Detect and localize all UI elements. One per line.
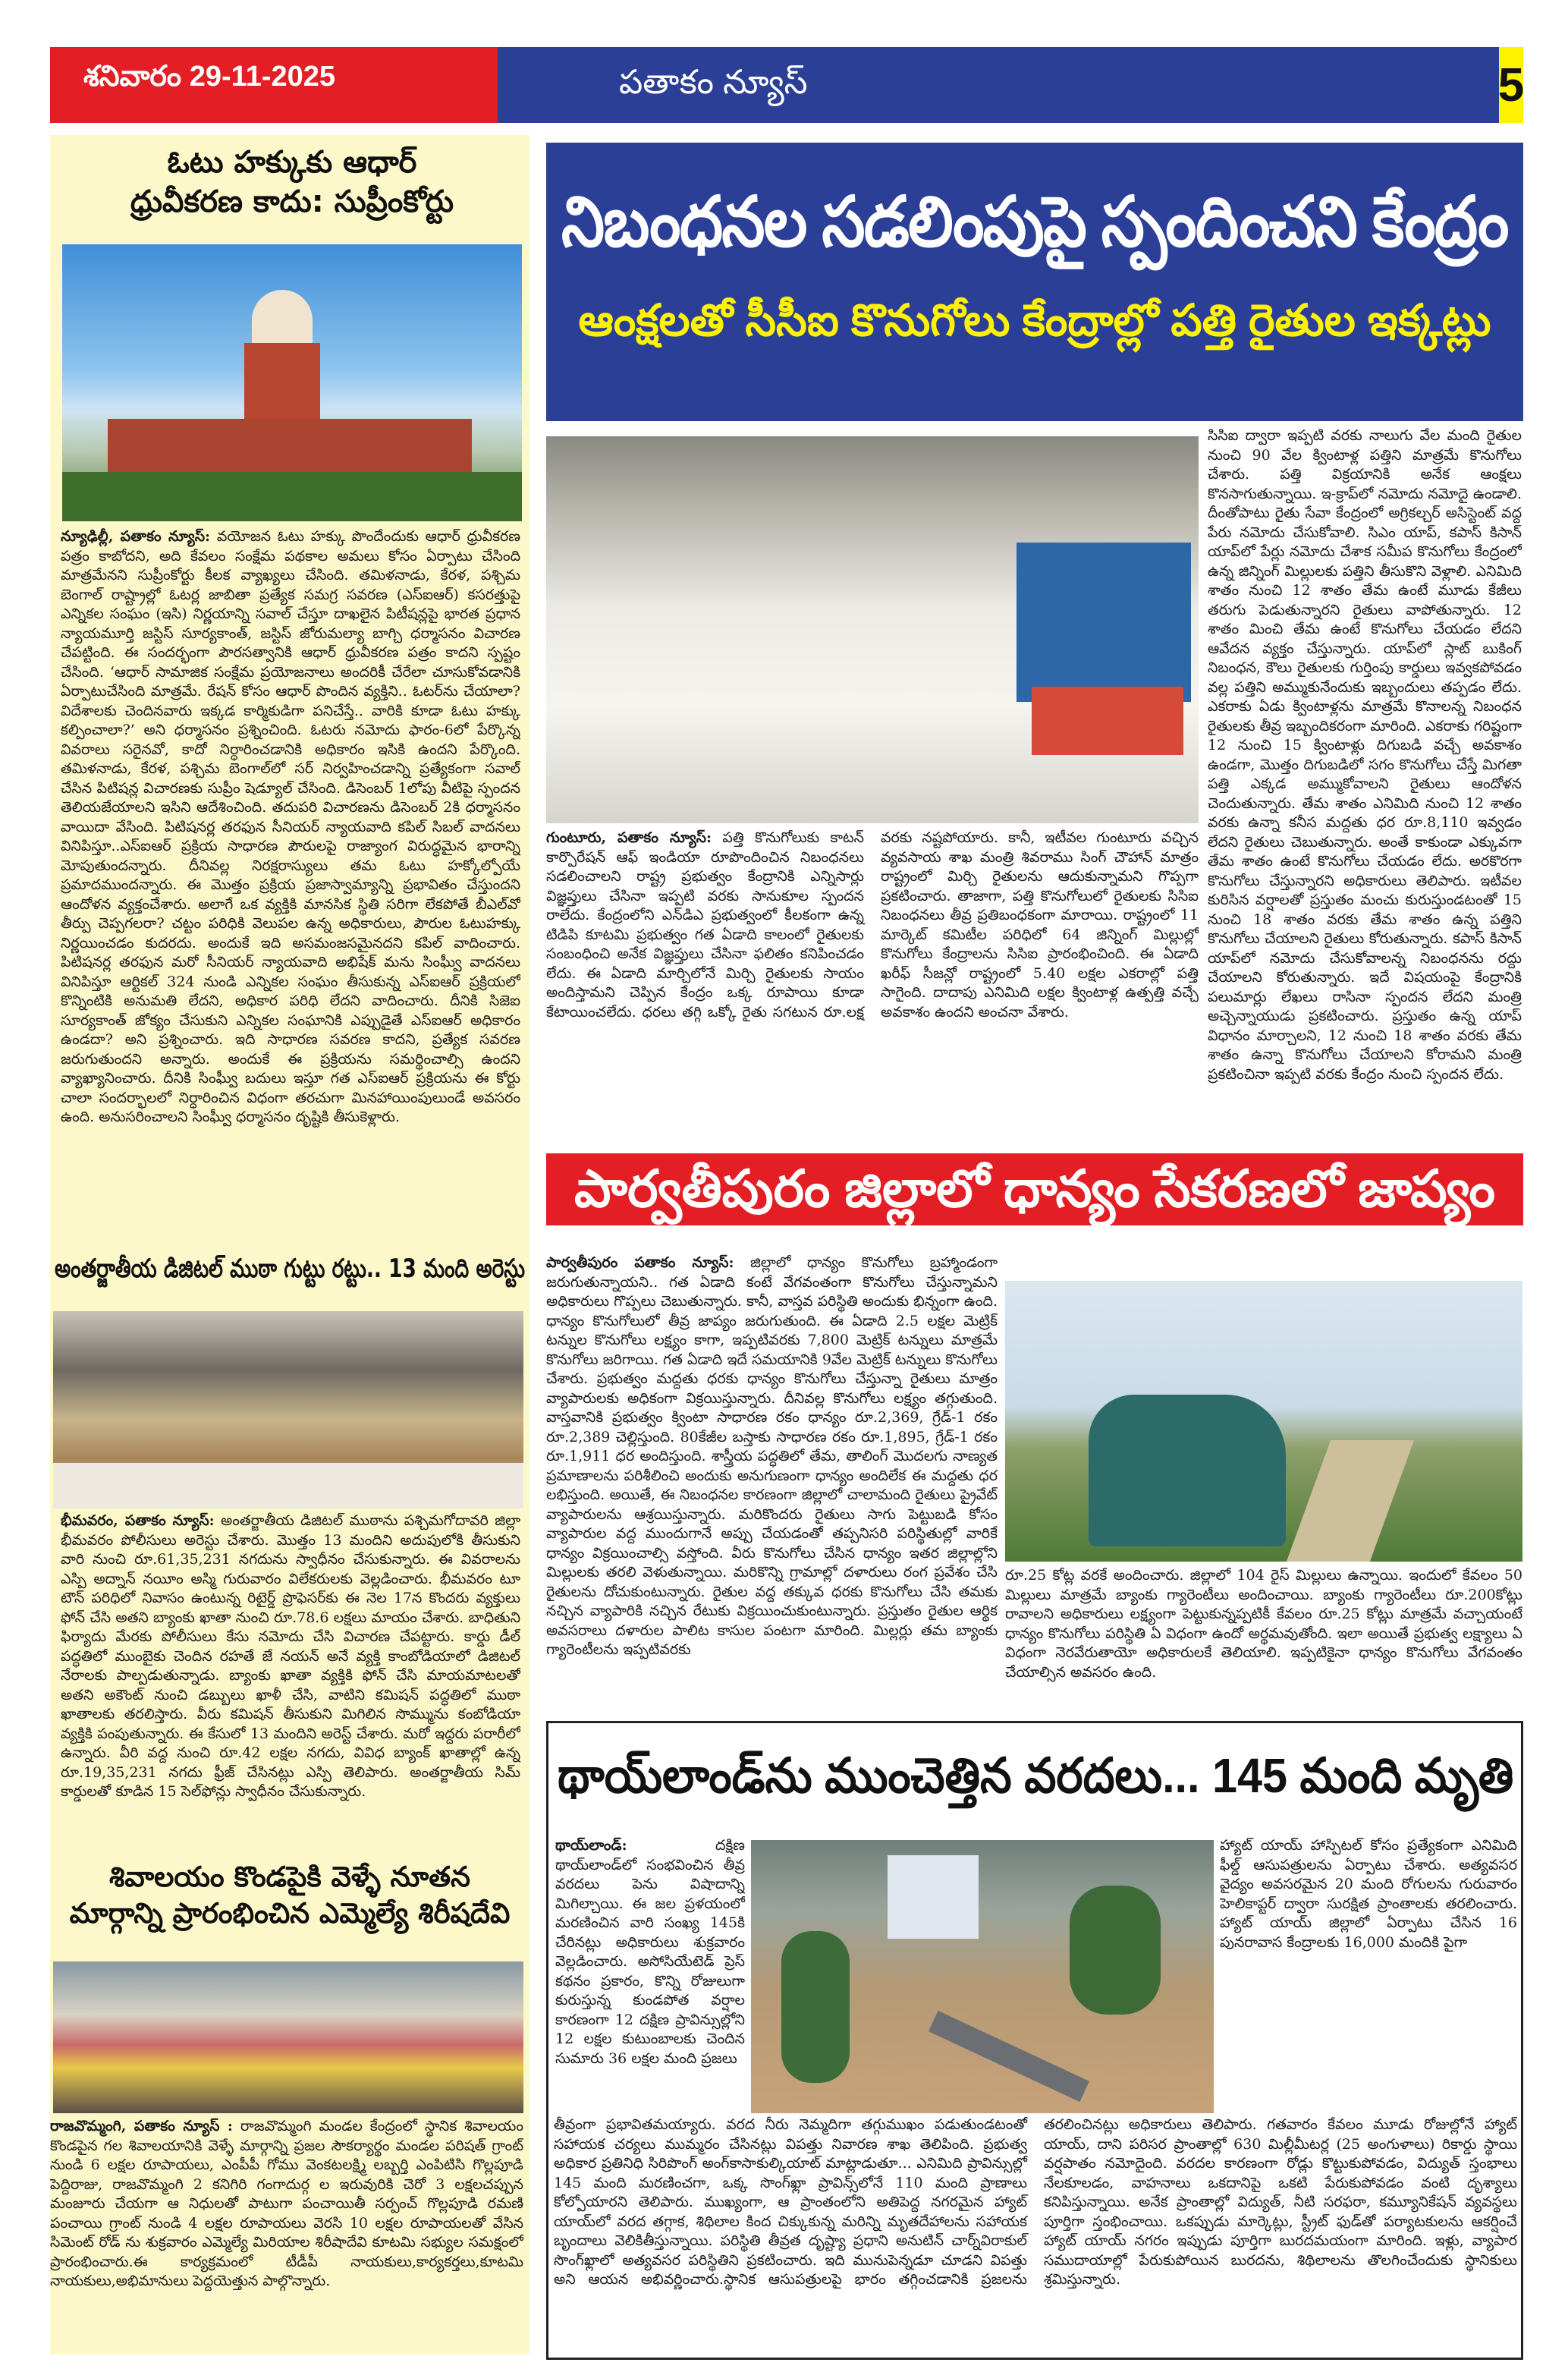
- paddy-headline-banner: [546, 1153, 1523, 1225]
- road-dateline: రాజవొమ్మంగి, పతాకం న్యూస్ :: [50, 2118, 233, 2134]
- lead-article-body: [546, 829, 1199, 1140]
- page-number: 5: [1499, 47, 1523, 123]
- road-headline-line1: శివాలయం కొండపైకి వెళ్ళే నూతన: [108, 1861, 471, 1893]
- sc-dateline: న్యూఢిల్లీ, పతాకం న్యూస్:: [61, 528, 211, 545]
- thailand-dateline: థాయ్‌లాండ్:: [555, 1837, 627, 1854]
- paddy-article-continued: రూ.25 కోట్ల వరకే అందించారు. జిల్లాలో 104 రైస్ మిల్లులు ఉన్నాయి. ఇందులో కేవలం 50 మిల్లులు మాత్రమే బ్యాంకు గ్యారెంటీలు అందించాయి. బ్యాంకు గ్యారెంటీలు రూ.200కోట్లు రావాలని అధికారులు లక్ష్యంగా పెట్టుకున్నప్పటికీ కేవలం రూ.25 కోట్లు మాత్రమే వచ్చాయంటే ధాన్యం కొనుగోలు పరిస్థితి ఏ విధంగా ఉందో అర్థమవుతోంది. ఇలా అయితే ప్రభుత్వ లక్ష్యాలు ఏ విధంగా నెరవేరుతాయో అధికారులకే తెలియాలి. ఇప్పటికైనా ధాన్యం కొనుగోలు వేగవంతం చేయాల్సిన అవసరం ఉంది.: [1005, 1567, 1522, 1681]
- flood-aerial-photo: [751, 1840, 1214, 2113]
- paddy-article-body: [546, 1254, 998, 1694]
- paper-name-banner: [498, 47, 1499, 123]
- lead-headline: నిబంధనల సడలింపుపై స్పందించని కేంద్రం: [561, 184, 1508, 261]
- lead-subheadline: ఆంక్షలతో సీసీఐ కొనుగోలు కేంద్రాల్లో పత్తి రైతుల ఇక్కట్లు: [578, 296, 1491, 346]
- date-banner: [50, 47, 498, 123]
- lead-body-text: పత్తి కొనుగోలుకు కాటన్ కార్పొరేషన్ ఆఫ్ ఇండియా రూపొందించిన నిబంధనలు సడలించాలని రాష్ట్ర ప్రభుత్వం కేంద్రానికి ఎన్నిసార్లు విజ్ఞప్తులు చేసినా ఇప్పటి వరకు సానుకూల స్పందన రాలేదు. కేంద్రంలోని ఎన్‌డిఎ ప్రభుత్వంలో కీలకంగా ఉన్న టిడిపి కూటమి ప్రభుత్వం గత ఏడాది కాలంలో రైతులకు సంబంధించి అనేక విజ్ఞప్తులు చేసినా ఫలితం కనిపించడం లేదు. ఈ ఏడాది మార్చిలోనే మిర్చి రైతులకు సాయం అందిస్తామని చెప్పిన కేంద్రం ఒక్క రూపాయి కూడా కేటాయించలేదు. ధరలు తగ్గి ఒక్కో రైతు సగటున రూ.లక్ష వరకు నష్టపోయారు. కానీ, ఇటీవల గుంటూరు వచ్చిన వ్యవసాయ శాఖ మంత్రి శివరాము సింగ్ చౌహాన్ మాత్రం రాష్ట్రంలో మిర్చి రైతులను ఆదుకున్నామని గొప్పగా ప్రకటించారు. తాజాగా, పత్తి కొనుగోలులో రైతులకు సిసిఐ నిబంధనలు తీవ్ర ప్రతిబంధకంగా మారాయి. రాష్ట్రంలో 11 మార్కెట్ కమిటీల పరిధిలో 64 జిన్నింగ్ మిల్లుల్లో కొనుగోలు కేంద్రాలను సిసిఐ ప్రారంభించింది. ఈ ఏడాది ఖరీఫ్ సీజన్లో రాష్ట్రంలో 5.40 లక్షల ఎకరాల్లో పత్తి సాగైంది. దాదాపు ఎనిమిది లక్షల క్వింటాళ్ల ఉత్పత్తి వచ్చే అవకాశం ఉందని అంచనా వేశారు.: [546, 829, 1199, 1021]
- sc-headline-line1: ఓటు హక్కుకు ఆధార్: [167, 145, 417, 180]
- road-article-body: [50, 2117, 523, 2345]
- police-press-meet-photo: [53, 1311, 523, 1508]
- supreme-court-photo: [62, 244, 522, 521]
- issue-date: శనివారం 29-11-2025: [83, 61, 336, 93]
- road-headline: [55, 1859, 525, 1932]
- crime-article-body: [61, 1512, 520, 1849]
- lead-article-continued: సిసిఐ ద్వారా ఇప్పటి వరకు నాలుగు వేల మంది రైతుల నుంచి 90 వేల క్వింటాళ్ల పత్తిని మాత్రమే కొనుగోలు చేశారు. పత్తి విక్రయానికి అనేక ఆంక్షలు కొనసాగుతున్నాయి. ఇ-క్రాప్‌లో నమోదు నమోదై ఉండాలి. దీంతోపాటు రైతు సేవా కేంద్రంలో అగ్రికల్చర్ అసిస్టెంట్ వద్ద పేరు నమోదు చేసుకోవాలి. సిఎం యాప్, కపాస్ కిసాన్ యాప్‌లో పేర్లు నమోదు చేశాక సమీప కొనుగోలు కేంద్రంలో ఉన్న జిన్నింగ్ మిల్లులకు పత్తిని తీసుకొని వెళ్లాలి. ఎనిమిది శాతం నుంచి 12 శాతం తేమ ఉంటే మూడు కేజీలు తరుగు పెడుతున్నారని రైతులు వాపోతున్నారు. 12 శాతం మించి తేమ ఉంటే కొనుగోలు చేయడం లేదని ఆవేదన వ్యక్తం చేస్తున్నారు. యాప్‌లో స్లాట్ బుకింగ్ నిబంధన, కౌలు రైతులకు గుర్తింపు కార్డులు ఇవ్వకపోవడం వల్ల పత్తిని అమ్ముకునేందుకు ఇబ్బందులు తప్పడం లేదు. ఎకరాకు ఏడు క్వింటాళ్లను మాత్రమే కొనాలన్న నిబంధన రైతులకు తీవ్ర ఇబ్బందికరంగా మారింది. ఎకరాకు గరిష్టంగా 12 నుంచి 15 క్వింటాళ్లు దిగుబడి వచ్చే అవకాశం ఉండగా, మొత్తం దిగుబడిలో సగం కొనుగోలు చేస్తే మిగతా పత్తి ఎక్కడ అమ్ముకోవాలని రైతులు ఆందోళన చెందుతున్నారు. తేమ శాతం ఎనిమిది నుంచి 12 శాతం వరకు ఉన్నా కనీస మద్దతు ధర రూ.8,110 ఇవ్వడం లేదని రైతులు చెబుతున్నారు. అంతే కాకుండా ఎక్కువగా తేమ శాతం ఉంటే కొనుగోలు చేయడం లేదు. అరకొరగా కొనుగోలు చేస్తున్నారని అధికారులు తెలిపారు. ఇటీవల కురిసిన వర్షాలతో ప్రస్తుతం మంచు కురుస్తుండటంతో 15 నుంచి 18 శాతం వరకు తేమ శాతం ఉన్న పత్తిని కొనుగోలు చేయాలని రైతులు కోరుతున్నారు. కపాస్ కిసాన్ యాప్‌లో నమోదు చేసుకోవాలన్న నిబంధనను రద్దు చేయాలని కోరుతున్నారు. ఇదే విషయంపై కేంద్రానికి పలుమార్లు లేఖలు రాసినా స్పందన లేదని మంత్రి అచ్చెన్నాయుడు ప్రకటించారు. ప్రస్తుతం ఉన్న యాప్ విధానం మార్చాలని, 12 నుంచి 18 శాతం వరకు తేమ శాతం ఉన్నా కొనుగోలు చేయాలని కోరామని మంత్రి ప్రకటించినా ఇప్పటి వరకు కేంద్రం నుంచి స్పందన లేదు.: [1208, 427, 1522, 1083]
- paddy-heap-photo: [1005, 1281, 1522, 1562]
- crime-dateline: భీమవరం, పతాకం న్యూస్:: [61, 1512, 215, 1529]
- paddy-body-text: జిల్లాలో ధాన్యం కొనుగోలు బ్రహ్మాండంగా జరుగుతున్నాయని.. గత ఏడాది కంటే వేగవంతంగా కొనుగోలు చేస్తున్నామని అధికారులు గొప్పలు చెబుతున్నారు. కానీ, వాస్తవ పరిస్థితి అందుకు భిన్నంగా ఉంది. ధాన్యం కొనుగోలులో తీవ్ర జాప్యం జరుగుతుంది. ఈ ఏడాది 2.5 లక్షల మెట్రిక్ టన్నుల కొనుగోలు లక్ష్యం కాగా, ఇప్పటివరకు 7,800 మెట్రిక్ టన్నులు మాత్రమే కొనుగోలు జరిగాయి. గత ఏడాది ఇదే సమయానికి 9వేల మెట్రిక్ టన్నులు కొనుగోలు చేశారు. ప్రభుత్వం మద్దతు ధరకు ధాన్యం కొనుగోలు చేస్తున్నా రైతులు మాత్రం వ్యాపారులకు అధికంగా విక్రయిస్తున్నారు. దీనివల్ల కొనుగోలు లక్ష్యం తగ్గుతుంది. వాస్తవానికి ప్రభుత్వం క్వింటా సాధారణ రకం ధాన్యం రూ.2,369, గ్రేడ్-1 రకం రూ.2,389 చెల్లిస్తుంది. 80కేజీల బస్తాకు సాధారణ రకం రూ.1,895, గ్రేడ్-1 రకం రూ.1,911 ధర అందిస్తుంది. శాస్త్రీయ పద్ధతిలో తేమ, తాలింగ్ మొదలగు నాణ్యత ప్రమాణాలను పరిశీలించి అందుకు అనుగుణంగా ధాన్యం అందిలేక ఈ మద్దతు ధర లభిస్తుంది. అయితే, ఈ నిబంధనల కారణంగా జిల్లాలో చాలామంది రైతులు ప్రైవేట్ వ్యాపారులను ఆశ్రయిస్తున్నారు. మరికొందరు రైతులు సాగు పెట్టుబడి కోసం వ్యాపారుల వద్ద ముందుగానే అప్పు చేయడంతో తప్పనిసరి పరిస్థితుల్లో వారికే ధాన్యం విక్రయించాల్సి వస్తోంది. వీరు కొనుగోలు చేసిన ధాన్యం ఇతర జిల్లాల్లోని మిల్లులకు తరలి వెళుతున్నాయి. మరికొన్ని గ్రామాల్లో దళారులు రంగ ప్రవేశం చేసి రైతులను దోచుకుంటున్నారు. రైతుల వద్ద తక్కువ ధరకు కొనుగోలు చేసి తమకు నచ్చిన వ్యాపారికి నచ్చిన రేటుకు విక్రయించుకుంటున్నారు. ప్రస్తుతం రైతుల ఆర్థిక అవసరాలు దళారుల పాలిట కాసుల పంటగా మారింది. మిల్లర్లు తమ బ్యాంకు గ్యారెంటీలను ఇప్పటివరకు: [546, 1254, 998, 1658]
- lead-headline-banner: [546, 143, 1523, 421]
- road-body-text: రాజవొమ్మంగి మండల కేంద్రంలో స్థానిక శివాలయం కొండపైన గల శివాలయానికి వెళ్ళే మార్గాన్ని ప్రజల సౌకర్యార్థం మండల పరిషత్ గ్రాంట్ నుండి 6 లక్షల రూపాయలు, ఎంపీపీ గోము వెంకటలక్ష్మి లబ్బర్తి ఎంపిటిసి గొల్లపూడి పెద్దిరాజు, రాజవొమ్మంగి 2 కనిగిరి గంగాదుర్గ ల ఇరువురికి చెరో 3 లక్షలచప్పున మంజూరు చేయగా ఆ నిధులతో పాటుగా పంచాయితీ సర్పంచ్ గొల్లపూడి రమణి పంచాయి గ్రాంట్ నుండి 4 లక్షల రూపాయలు వెరసి 10 లక్షల రూపాయలతో వేసిన సిమెంట్ రోడ్ ను శుక్రవారం ఎమ్మెల్యే మిరియాల శిరీషాదేవి కూటమి సభ్యుల సమక్షంలో ప్రారంభించారు.ఈ కార్యక్రమంలో టీడీపీ నాయకులు,కార్యకర్తలు,కూటమి నాయకులు,అభిమానులు పెద్దయెత్తున పాల్గొన్నారు.: [50, 2118, 523, 2289]
- thailand-article-bottom: తీవ్రంగా ప్రభావితమయ్యారు. వరద నీరు నెమ్మదిగా తగ్గుముఖం పడుతుండటంతో సహాయక చర్యలు ముమ్మరం చేసినట్లు విపత్తు నివారణ శాఖ తెలిపింది. ప్రభుత్వ అధికార ప్రతినిధి సిరిపొంగ్ అంగ్‌కాసాకుల్కియాట్ మాట్లాడుతూ... ఎనిమిది ప్రావిన్సుల్లో 145 మంది మరణించగా, ఒక్క సొంగ్‌ఖ్లా ప్రావిన్స్‌లోనే 110 మంది ప్రాణాలు కోల్పోయారని తెలిపారు. ముఖ్యంగా, ఆ ప్రాంతంలోని అతిపెద్ద నగరమైన హ్యాట్ యాయ్‌లో వరద తగ్గాక, శిథిలాల కింద చిక్కుకున్న మరిన్ని మృతదేహాలను సహాయక బృందాలు వెలికితీస్తున్నాయి. పరిస్థితి తీవ్రత దృష్ట్యా ప్రధాని అనుటిన్ చార్న్‌విరాకుల్ సొంగ్‌ఖ్లాలో అత్యవసర పరిస్థితిని ప్రకటించారు. ఇది మునుపెన్నడూ చూడని విపత్తు అని ఆయన అభివర్ణించారు.స్థానిక ఆసుపత్రులపై భారం తగ్గించడానికి ప్రజలను తరలించినట్లు అధికారులు తెలిపారు. గతవారం కేవలం మూడు రోజుల్లోనే హ్యాట్ యాయ్, దాని పరిసర ప్రాంతాల్లో 630 మిల్లీమీటర్ల (25 అంగుళాలు) రికార్డు స్థాయి వర్షపాతం నమోదైంది. వరదల కారణంగా రోడ్లు కొట్టుకుపోవడం, విద్యుత్ స్తంభాలు నేలకూలడం, వాహనాలు ఒకదానిపై ఒకటి పేరుకుపోవడం వంటి దృశ్యాలు కనిపిస్తున్నాయి. అనేక ప్రాంతాల్లో విద్యుత్, నీటి సరఫరా, కమ్యూనికేషన్ వ్యవస్థలు పూర్తిగా స్తంభించాయి. ఒకప్పుడు మార్కెట్లు, స్ట్రీట్ ఫుడ్‌తో పర్యాటకులను ఆకర్షించే హ్యాట్ యాయ్ నగరం ఇప్పుడు పూర్తిగా బురదమయంగా మారింది. ఇళ్లు, వ్యాపార సముదాయాల్లో పేరుకుపోయిన బురదను, శిథిలాలను తొలగించేందుకు స్థానికులు శ్రమిస్తున్నారు.: [554, 2116, 1517, 2288]
- paddy-dateline: పార్వతీపురం పతాకం న్యూస్:: [546, 1254, 734, 1271]
- road-inauguration-photo: [53, 1961, 523, 2113]
- thailand-headline: థాయ్‌లాండ్‌ను ముంచెత్తిన వరదలు... 145 మంది మృతి: [558, 1748, 1514, 1803]
- sc-article-body: [61, 527, 520, 1244]
- cotton-heap-photo: [546, 436, 1199, 823]
- thailand-article-left: [555, 1836, 745, 2113]
- sc-body-text: వయోజన ఓటు హక్కు పొందేందుకు ఆధార్ ధ్రువీకరణ పత్రం కాబోదని, అది కేవలం సంక్షేమ పథకాల అమలు కోసం ఏర్పాటు చేసింది మాత్రమేనని సుప్రీంకోర్టు కీలక వ్యాఖ్యలు చేసింది. తమిళనాడు, కేరళ, పశ్చిమ బెంగాల్ రాష్ట్రాల్లో ఓటర్ల జాబితా ప్రత్యేక సమగ్ర సవరణ (ఎస్ఐఆర్) కసరత్తుపై ఎన్నికల సంఘం (ఇసి) నిర్ణయాన్ని సవాల్ చేస్తూ దాఖలైన పిటీషన్లపై భారత ప్రధాన న్యాయమూర్తి జస్టిస్ సూర్యకాంత్, జస్టిస్ జోరుమల్యా బాగ్చి ధర్మాసనం విచారణ చేపట్టింది. ఈ సందర్భంగా పౌరసత్వానికి ఆధార్ ధ్రువీకరణ పత్రం కాదని స్పష్టం చేసింది. ‘ఆధార్ సామాజిక సంక్షేమ ప్రయోజనాలు అందరికీ చేరేలా చూసుకోవడానికి ఏర్పాటుచేసింది మాత్రమే. రేషన్ కోసం ఆధార్ పొందిన వ్యక్తిని.. ఓటర్‌ను చేయాలా? విదేశాలకు చెందినవారు ఇక్కడ కార్మికుడిగా పనిచేస్తే.. వారికి కూడా ఓటు హక్కు కల్పించాలా?’ అని ధర్మాసనం ప్రశ్నించింది. ఓటరు నమోదు ఫారం-6లో పేర్కొన్న వివరాలు సరైనవో, కాదో నిర్ధారించడానికి అధికారం ఇసికి ఉందని పేర్కొంది. తమిళనాడు, కేరళ, పశ్చిమ బెంగాల్‌లో సర్ నిర్వహించడాన్ని ప్రత్యేకంగా సవాల్ చేసిన పిటిషన్ల విచారణకు సుప్రీం షెడ్యూల్ చేసింది. డిసెంబర్ 1లోపు వీటిపై స్పందన తెలియజేయాలని ఇసిని ఆదేశించింది. తదుపరి విచారణను డిసెంబర్ 2కి ధర్మాసనం వాయిదా వేసింది. పిటిషనర్ల తరఫున సీనియర్ న్యాయవాది కపిల్ సిబల్ వాదనలు వినిపిస్తూ..ఎస్ఐఆర్ ప్రక్రియ సాధారణ పౌరులపై రాజ్యాంగ విరుద్ధమైన భారాన్ని మోపుతుందన్నారు. దీనివల్ల నిరక్షరాస్యులు తమ ఓటు హక్కోల్పోయే ప్రమాదముందన్నారు. ఈ మొత్తం ప్రక్రియ ప్రజాస్వామ్యాన్ని ప్రభావితం చేస్తుందని ఆందోళన వ్యక్తంచేశారు. అలాగే ఒక వ్యక్తికి మానసిక స్థితి సరిగా లేకపోతే బీఎల్‌వో తీర్పు చెప్పగలరా? చట్టం పరిధికి వెలుపల ఉన్న అధికారులు, పౌరుల ఓటుహక్కు నిర్ణయించడం కుదరదు. అందుకే ఇది అసమంజసమైనదని కపిల్ వాదించారు. పిటిషనర్ల తరఫున మరో సీనియర్ న్యాయవాది అభిషేక్ మను సింఘ్వీ వాదనలు వినిపిస్తూ ఆర్టికల్ 324 నుండి ఎన్నికల సంఘం తీసుకున్న ఎస్ఐఆర్ ప్రక్రియలో కొన్నింటికి అనుమతి లేదని, అధికార పరిధి లేదని వాదించారు. దీనికి సిజెఐ సూర్యకాంత్ జోక్యం చేసుకుని ఎన్నికల సంఘానికి ఎప్పుడైతే ఎస్ఐఆర్ అధికారం ఉండదా? అని ప్రశ్నించారు. ఇది సాధారణ సవరణ కాదని, ప్రత్యేక సవరణ జరుగుతుందని అన్నారు. అందుకే ఈ ప్రక్రియను సమర్థించాల్సి ఉందని వ్యాఖ్యానించారు. దీనికి సింఘ్వీ బదులు ఇస్తూ గత ఎస్ఐఆర్ ప్రక్రియను ఈ కోర్టు చాలా సందర్భాలలో నిర్ధారించిన విధంగా తరచుగా మినహాయింపులుండే అవసరం ఉంది. అనుసరించాలని సింఘ్వీ ధర్మాసనం దృష్టికి తీసుకెళ్లారు.: [61, 528, 520, 1125]
- paper-name: పతాకం న్యూస్: [619, 64, 808, 101]
- sc-headline: [61, 143, 523, 222]
- thailand-article-right: హ్యాట్ యాయ్ హాస్పిటల్ కోసం ప్రత్యేకంగా ఎనిమిది ఫీల్డ్ ఆసుపత్రులను ఏర్పాటు చేశారు. అత్యవసర వైద్యం అవసరమైన 20 మంది రోగులను గురువారం హెలికాప్టర్ ద్వారా సురక్షిత ప్రాంతాలకు తరలించారు. హ్యాట్ యాయ్ జిల్లాలో ఏర్పాటు చేసిన 16 పునరావాస కేంద్రాలకు 16,000 మందికి పైగా: [1220, 1837, 1517, 1951]
- lead-dateline: గుంటూరు, పతాకం న్యూస్:: [546, 829, 712, 846]
- thailand-body-left: దక్షిణ థాయ్‌లాండ్‌లో సంభవించిన తీవ్ర వరదలు పెను విషాదాన్ని మిగిల్చాయి. ఈ జల ప్రళయంలో మరణించిన వారి సంఖ్య 145కి చేరినట్లు అధికారులు శుక్రవారం వెల్లడించారు. అసోసియేటెడ్ ప్రెస్ కథనం ప్రకారం, కొన్ని రోజులుగా కురుస్తున్న కుండపోత వర్షాల కారణంగా 12 దక్షిణ ప్రావిన్సుల్లోని 12 లక్షల కుటుంబాలకు చెందిన సుమారు 36 లక్షల మంది ప్రజలు: [555, 1837, 745, 2067]
- road-headline-line2: మార్గాన్ని ప్రారంభించిన ఎమ్మెల్యే శిరీషదేవి: [69, 1897, 511, 1930]
- crime-body-text: అంతర్జాతీయ డిజిటల్ ముఠాను పశ్చిమగోదావరి జిల్లా భీమవరం పోలీసులు అరెస్టు చేశారు. మొత్తం 13 మందిని అదుపులోకి తీసుకుని వారి నుంచి రూ.61,35,231 నగదును స్వాధీనం చేసుకున్నారు. ఈ వివరాలను ఎస్పి అద్నాన్ నయీం అస్మి గురువారం విలేకరులకు వెల్లడించారు. భీమవరం టూ టౌన్ పరిధిలో నివాసం ఉంటున్న రిటైర్డ్ ప్రొఫెసర్‌కు ఈ నెల 17న కొందరు వ్యక్తులు ఫోన్ చేసి అతని బ్యాంకు ఖాతా నుంచి రూ.78.6 లక్షలు మాయం చేశారు. బాధితుని ఫిర్యాదు మేరకు పోలీసులు కేసు నమోదు చేసి విచారణ చేపట్టారు. కార్డు డీల్ పద్ధతిలో ముంబైకు చెందిన రహతే జే నయన్ అనే వ్యక్తి కాంబోడియాలో డిజిటల్ నేరాలకు పాల్పడుతున్నాడు. బ్యాంకు ఖాతా వ్యక్తికి ఫోన్ చేసి మాయమాటలతో అతని అకౌంట్ నుంచి డబ్బులు ఖాళీ చేసి, వాటిని కమిషన్ పద్ధతిలో ముఠా ఖాతాలకు తరలిస్తారు. వీరు కమిషన్ తీసుకుని మిగిలిన సొమ్మును కంబోడియా వ్యక్తికి పంపుతున్నారు. ఈ కేసులో 13 మందిని అరెస్ట్ చేశారు. మరో ఇద్దరు పరారీలో ఉన్నారు. వీరి వద్ద నుంచి రూ.42 లక్షల నగదు, వివిధ బ్యాంక్ ఖాతాల్లో ఉన్న రూ.19,35,231 నగదు ఫ్రీజ్ చేసినట్లు ఎస్పి తెలిపారు. అంతర్జాతీయ సిమ్ కార్డులతో కూడిన 15 సెల్‌ఫోన్లు స్వాధీనం చేసుకున్నారు.: [61, 1512, 520, 1800]
- paddy-headline: పార్వతీపురం జిల్లాలో ధాన్యం సేకరణలో జాప్యం: [573, 1160, 1496, 1218]
- sc-headline-line2: ధ్రువీకరణ కాదు: సుప్రీంకోర్టు: [130, 184, 454, 219]
- crime-headline: అంతర్జాతీయ డిజిటల్ ముఠా గుట్టు రట్టు.. 13 మంది అరెస్టు: [55, 1254, 526, 1284]
